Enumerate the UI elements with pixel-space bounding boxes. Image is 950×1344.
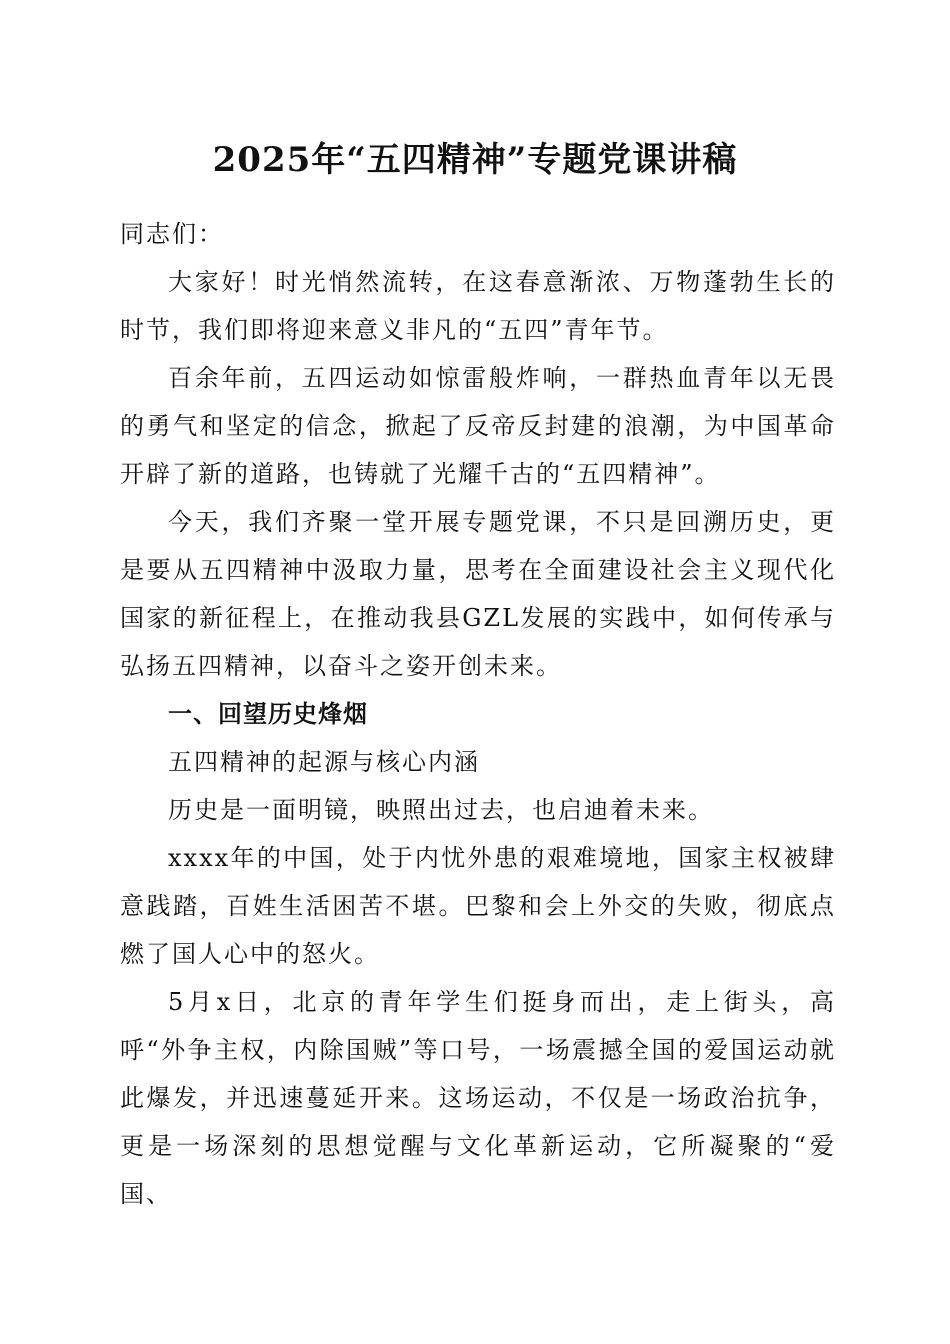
document-body (120, 210, 836, 1218)
paragraph-purpose: 今天，我们齐聚一堂开展专题党课，不只是回溯历史，更是要从五四精神中汲取力量，思考在全面建设社会主义现代化国家的新征程上，在推动我县GZL发展的实践中，如何传承与弘扬五四精神，以奋斗之姿开创未来。 (120, 508, 836, 680)
document-title: 2025年“五四精神”专题党课讲稿 (212, 140, 738, 180)
paragraph-greeting: 大家好！时光悄然流转，在这春意渐浓、万物蓬勃生长的时节，我们即将迎来意义非凡的“五四”青年节。 (120, 268, 836, 344)
section-heading: 一、回望历史烽烟 (168, 700, 368, 728)
paragraph-mirror: 历史是一面明镜，映照出过去，也启迪着未来。 (168, 796, 714, 824)
paragraph-may-fourth: 5月x日，北京的青年学生们挺身而出，走上街头，高呼“外争主权，内除国贼”等口号，一场震撼全国的爱国运动就此爆发，并迅速蔓延开来。这场运动，不仅是一场政治抗争，更是一场深刻的思想觉醒与文化革新运动，它所凝聚的“爱国、 (120, 988, 836, 1208)
paragraph-history: 百余年前，五四运动如惊雷般炸响，一群热血青年以无畏的勇气和坚定的信念，掀起了反帝反封建的浪潮，为中国革命开辟了新的道路，也铸就了光耀千古的“五四精神”。 (120, 364, 836, 488)
salutation: 同志们： (120, 220, 224, 248)
section-subheading: 五四精神的起源与核心内涵 (168, 748, 480, 776)
paragraph-background: xxxx年的中国，处于内忧外患的艰难境地，国家主权被肆意践踏，百姓生活困苦不堪。巴黎和会上外交的失败，彻底点燃了国人心中的怒火。 (120, 844, 836, 968)
